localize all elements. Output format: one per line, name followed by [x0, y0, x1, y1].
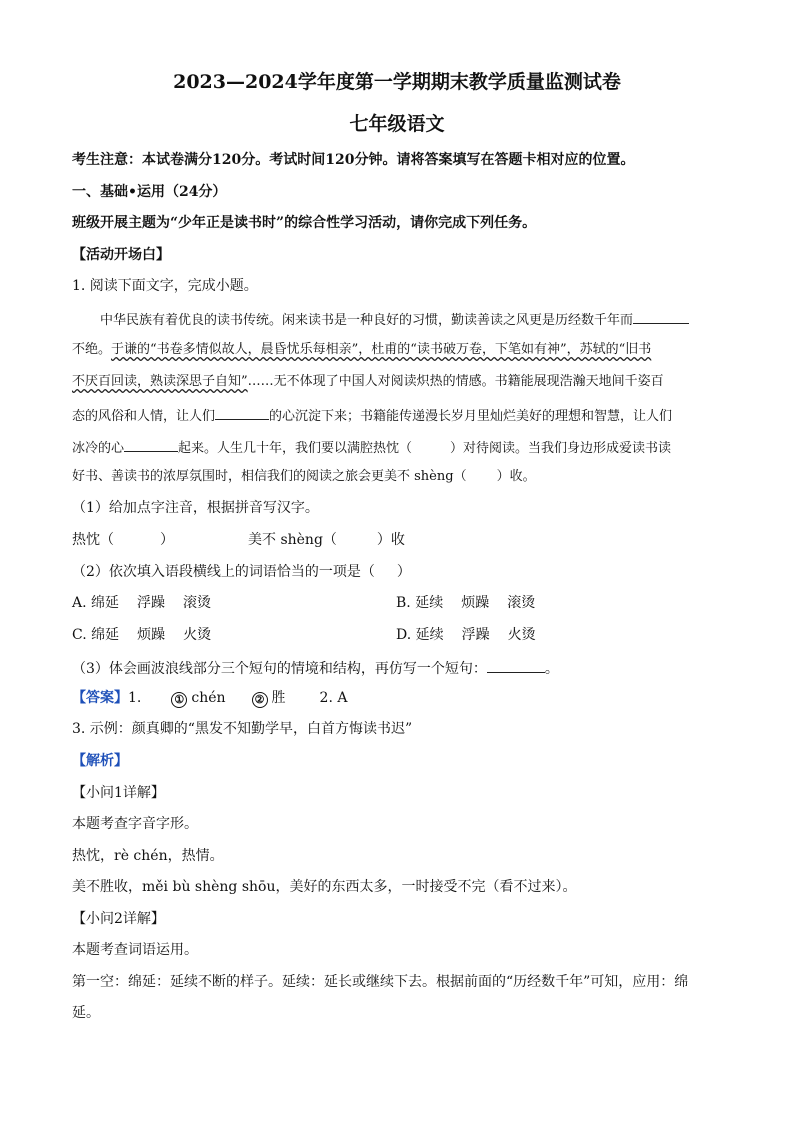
section-heading-a: 一、基础 — [72, 184, 128, 200]
blank-4 — [487, 658, 545, 673]
answer-text: 胜 — [271, 690, 286, 706]
page-title: 2023—2024学年度第一学期期末教学质量监测试卷 — [173, 71, 621, 93]
passage-text: 不绝。 — [72, 342, 112, 357]
option-a — [72, 594, 211, 612]
blank-3 — [124, 437, 178, 452]
option-word: 火烫 — [507, 627, 536, 643]
item-text: ） — [396, 564, 411, 580]
section-heading-dot: • — [128, 184, 137, 200]
passage-line-5 — [72, 437, 671, 458]
circled-number-2: ② — [252, 692, 268, 708]
passage-text: 态的风俗和人情，让人们 — [72, 409, 216, 424]
option-word: D. 延续 — [396, 627, 444, 643]
analysis-tag: 【解析】 — [72, 753, 128, 769]
option-word: 浮躁 — [461, 627, 490, 643]
passage-text: 中华民族有着优良的读书传统。闲来读书是一种良好的习惯，勤读善读之风更是历经数千年而 — [100, 313, 634, 328]
analysis-text: 美不胜收，měi bù shèng shōu，美好的东西太多，一时接受不完（看不过来）。 — [72, 879, 577, 895]
exam-notice: 考生注意：本试卷满分120分。考试时间120分钟。请将答案填写在答题卡相对应的位置。 — [72, 152, 635, 168]
passage-line-4 — [72, 405, 672, 426]
passage-text: 的心沉淀下来；书籍能传递漫长岁月里灿烂美好的理想和智慧，让人们 — [269, 409, 673, 424]
question-1: 1. 阅读下面文字，完成小题。 — [72, 278, 258, 294]
item-text: ） — [160, 532, 174, 548]
blank-2 — [215, 405, 269, 420]
option-word: C. 绵延 — [72, 627, 120, 643]
small-q2-heading: 【小问2详解】 — [72, 911, 165, 927]
item-text: 美不 shèng（ — [248, 532, 337, 548]
section-heading — [72, 183, 226, 201]
option-word: 火烫 — [183, 627, 212, 643]
analysis-text: 本题考查字音字形。 — [72, 816, 198, 832]
option-word: B. 延续 — [396, 595, 444, 611]
item-text: （2）依次填入语段横线上的词语恰当的一项是（ — [72, 564, 375, 580]
wavy-underlined-text: 不厌百回读，熟读深思子自知” — [72, 374, 248, 389]
item-text: 热忱（ — [72, 532, 114, 548]
option-d — [396, 626, 536, 644]
answer-text: 2. A — [319, 690, 348, 706]
passage-line-1 — [100, 309, 689, 330]
analysis-text: 热忱，rè chén，热情。 — [72, 848, 224, 864]
option-c — [72, 626, 211, 644]
item-text: ）收 — [376, 532, 405, 548]
passage-text: 冰冷的心 — [72, 441, 125, 456]
blank-1 — [633, 309, 689, 324]
sub-question-1-item-a — [72, 531, 174, 549]
sub-question-1: （1）给加点字注音，根据拼音写汉字。 — [72, 500, 319, 516]
analysis-text: 第一空：绵延：延续不断的样子。延续：延长或继续下去。根据前面的“历经数千年”可知，应用：绵 — [72, 974, 689, 990]
page-subtitle: 七年级语文 — [349, 113, 445, 135]
activity-intro: 班级开展主题为“少年正是读书时”的综合性学习活动，请你完成下列任务。 — [72, 215, 537, 231]
option-word: A. 绵延 — [72, 595, 120, 611]
option-word: 滚烫 — [507, 595, 536, 611]
passage-line-6 — [72, 468, 536, 486]
passage-text: ……无不体现了中国人对阅读炽热的情感。书籍能展现浩瀚天地间千姿百 — [247, 374, 664, 389]
answer-text: chén — [191, 690, 226, 706]
passage-text: 好书、善读书的浓厚氛围时，相信我们的阅读之旅会更美不 shèng（ — [72, 469, 467, 484]
activity-heading: 【活动开场白】 — [72, 247, 170, 263]
passage-text: 起来。人生几十年，我们要以满腔热忱（ — [178, 441, 413, 456]
option-b — [396, 594, 535, 612]
section-heading-b: 运用（24分） — [136, 184, 227, 200]
option-word: 浮躁 — [137, 595, 166, 611]
analysis-text: 本题考查词语运用。 — [72, 942, 198, 958]
passage-text: ）对待阅读。当我们身边形成爱读书读 — [450, 441, 672, 456]
sub-question-2 — [72, 563, 411, 581]
small-q1-heading: 【小问1详解】 — [72, 785, 165, 801]
answer-tag: 【答案】 — [72, 690, 128, 706]
answer-q3: 3. 示例：颜真卿的“黑发不知勤学早，白首方悔读书迟” — [72, 721, 413, 737]
item-text: 。 — [544, 661, 559, 677]
sub-question-1-item-b — [248, 531, 405, 549]
answer-text: 1. — [128, 690, 142, 706]
answer-line — [72, 689, 347, 708]
circled-number-1: ① — [171, 692, 187, 708]
passage-line-2 — [72, 341, 651, 359]
option-word: 烦躁 — [461, 595, 490, 611]
option-word: 烦躁 — [137, 627, 166, 643]
passage-text: ）收。 — [496, 469, 536, 484]
item-text: （3）体会画波浪线部分三个短句的情境和结构，再仿写一个短句： — [72, 661, 487, 677]
wavy-underlined-text: 于谦的“书卷多情似故人，晨昏忧乐每相亲”，杜甫的“读书破万卷，下笔如有神”，苏轼的“旧书 — [111, 342, 652, 357]
passage-line-3 — [72, 373, 664, 391]
analysis-text: 延。 — [72, 1005, 100, 1021]
sub-question-3 — [72, 658, 559, 678]
option-word: 滚烫 — [183, 595, 212, 611]
